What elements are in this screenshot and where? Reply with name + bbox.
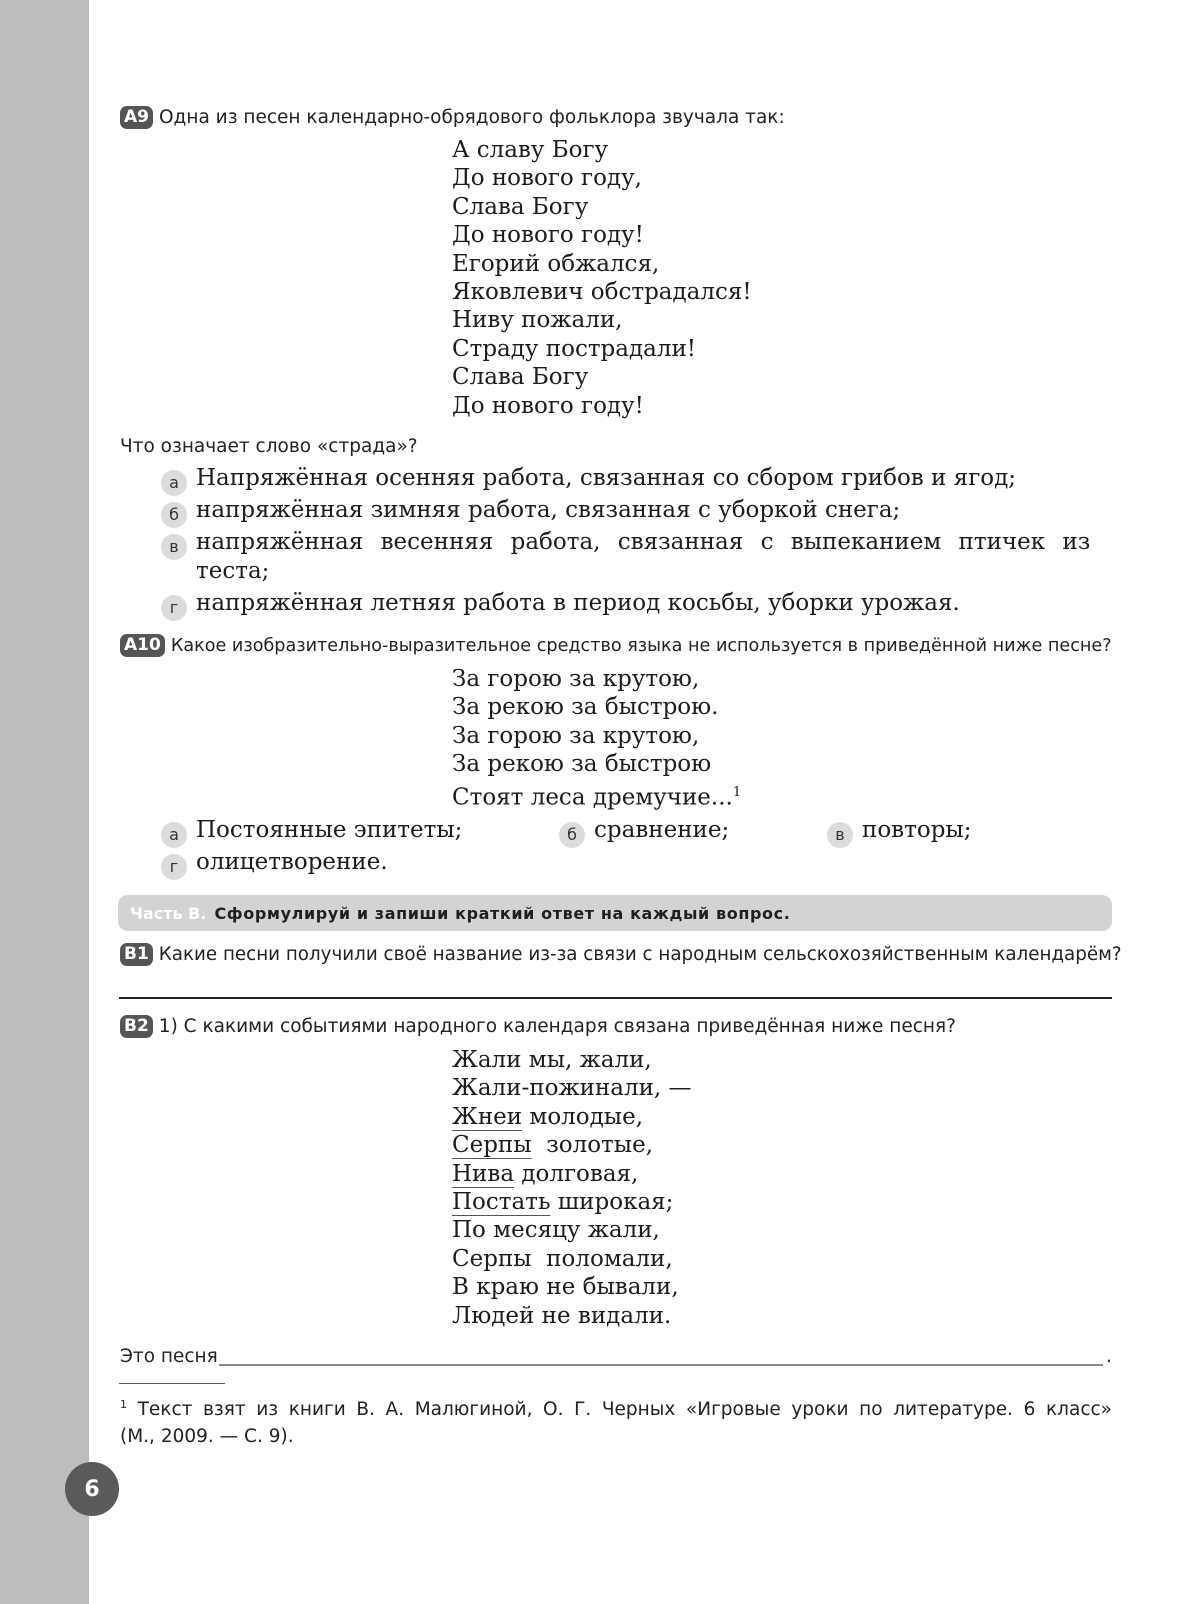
question-badge: A9 [120,106,153,129]
poem-line: Яковлевич обстрадался! [452,279,752,306]
footnote-separator [119,1383,225,1384]
poem-line: До нового году! [452,392,644,419]
question-text: 1) С какими событиями народного календаря связана приведённая ниже песня? [158,1016,956,1037]
question-b2-prompt [120,1015,956,1038]
poem-line: Жнеи молодые, [452,1103,644,1130]
poem-a10 [452,665,741,812]
section-title: Сформулируй и запиши краткий ответ на каждый вопрос. [214,903,791,923]
option-text: сравнение; [594,817,730,843]
option-letter: в [827,822,853,848]
poem-line: Жали мы, жали, [452,1047,652,1073]
poem-line: Слава Богу [452,364,589,391]
section-header-part-b [118,895,1112,931]
poem-line: Людей не видали. [452,1302,672,1329]
option-text: напряжённая весенняя работа, связанная с выпеканием птичек из [196,529,1091,555]
option-text-continuation: теста; [196,558,270,584]
question-badge: A10 [120,634,165,657]
option-text: олицетворение. [196,849,388,875]
option-letter: б [161,502,187,528]
poem-line: Ниву пожали, [452,307,623,334]
poem-line: По месяцу жали, [452,1217,660,1244]
footnote-mark: 1 [120,1398,127,1411]
poem-line: До нового году! [452,222,644,249]
answer-end-period: . [1106,1346,1112,1367]
question-b1-prompt [120,943,1122,966]
poem-line: За рекою за быстрою. [452,694,719,721]
option-letter: г [161,854,187,880]
poem-line: В краю не бывали, [452,1274,679,1301]
underlined-word: Нива [452,1160,515,1187]
poem-line: Жали-пожинали, — [452,1075,692,1102]
poem-line: Серпы поломали, [452,1245,673,1272]
question-a9-prompt [120,106,785,129]
answer-line-b1[interactable] [119,997,1112,999]
poem-line: Страду пострадали! [452,335,697,362]
answer-label-b2: Это песня [120,1346,218,1367]
option-text: напряжённая зимняя работа, связанная с уборкой снега; [196,497,901,523]
poem-line: За горою за крутою, [452,722,700,749]
footnote-mark: 1 [732,784,742,800]
footnote-line-1 [120,1398,1112,1420]
question-a9-subquestion: Что означает слово «страда»? [120,436,418,457]
option-text: повторы; [862,817,972,843]
poem-line: Слава Богу [452,193,589,220]
underlined-word: Серпы [452,1132,532,1159]
question-text: Какое изобразительно-выразительное средство языка не используется в приведённой ниже песне? [170,636,1112,656]
poem-line: За горою за крутою, [452,666,700,692]
footnote-text: Текст взят из книги В. А. Малюгиной, О. Г. Черных «Игровые уроки по литературе. 6 класс» [137,1399,1112,1421]
question-text: Одна из песен календарно-обрядового фольклора звучала так: [159,107,785,128]
poem-line: Постать широкая; [452,1189,674,1216]
option-letter: а [161,822,187,848]
option-text: Напряжённая осенняя работа, связанная со сбором грибов и ягод; [196,465,1017,491]
poem-b2 [452,1046,692,1330]
question-badge: В1 [120,943,153,966]
poem-line: Нива долговая, [452,1160,639,1187]
underlined-word: Жнеи [452,1103,523,1130]
option-letter: г [161,595,187,621]
poem-line: До нового году, [452,165,642,192]
option-letter: а [161,470,187,496]
question-text: Какие песни получили своё название из-за связи с народным сельскохозяйственным календарём? [158,944,1122,965]
poem-line: Серпы золотые, [452,1132,654,1159]
section-label: Часть В. [130,903,207,923]
question-a10-prompt [120,634,1112,657]
poem-line: Стоят леса дремучие...$^1$ [452,784,742,811]
poem-line: А славу Богу [452,137,609,163]
footnote-line-2: (М., 2009. — С. 9). [120,1426,294,1447]
option-text: Постоянные эпитеты; [196,817,463,843]
page-number: 6 [65,1462,119,1516]
option-letter: б [559,822,585,848]
underlined-word: Постать [452,1189,551,1216]
question-badge: В2 [120,1015,153,1038]
poem-a9 [452,136,752,420]
answer-line-b2[interactable] [219,1364,1103,1366]
option-text: напряжённая летняя работа в период косьбы, уборки урожая. [196,590,960,616]
option-letter: в [161,534,187,560]
poem-line: Егорий обжался, [452,250,660,277]
poem-line: За рекою за быстрою [452,751,712,778]
page-margin-strip [0,0,89,1604]
